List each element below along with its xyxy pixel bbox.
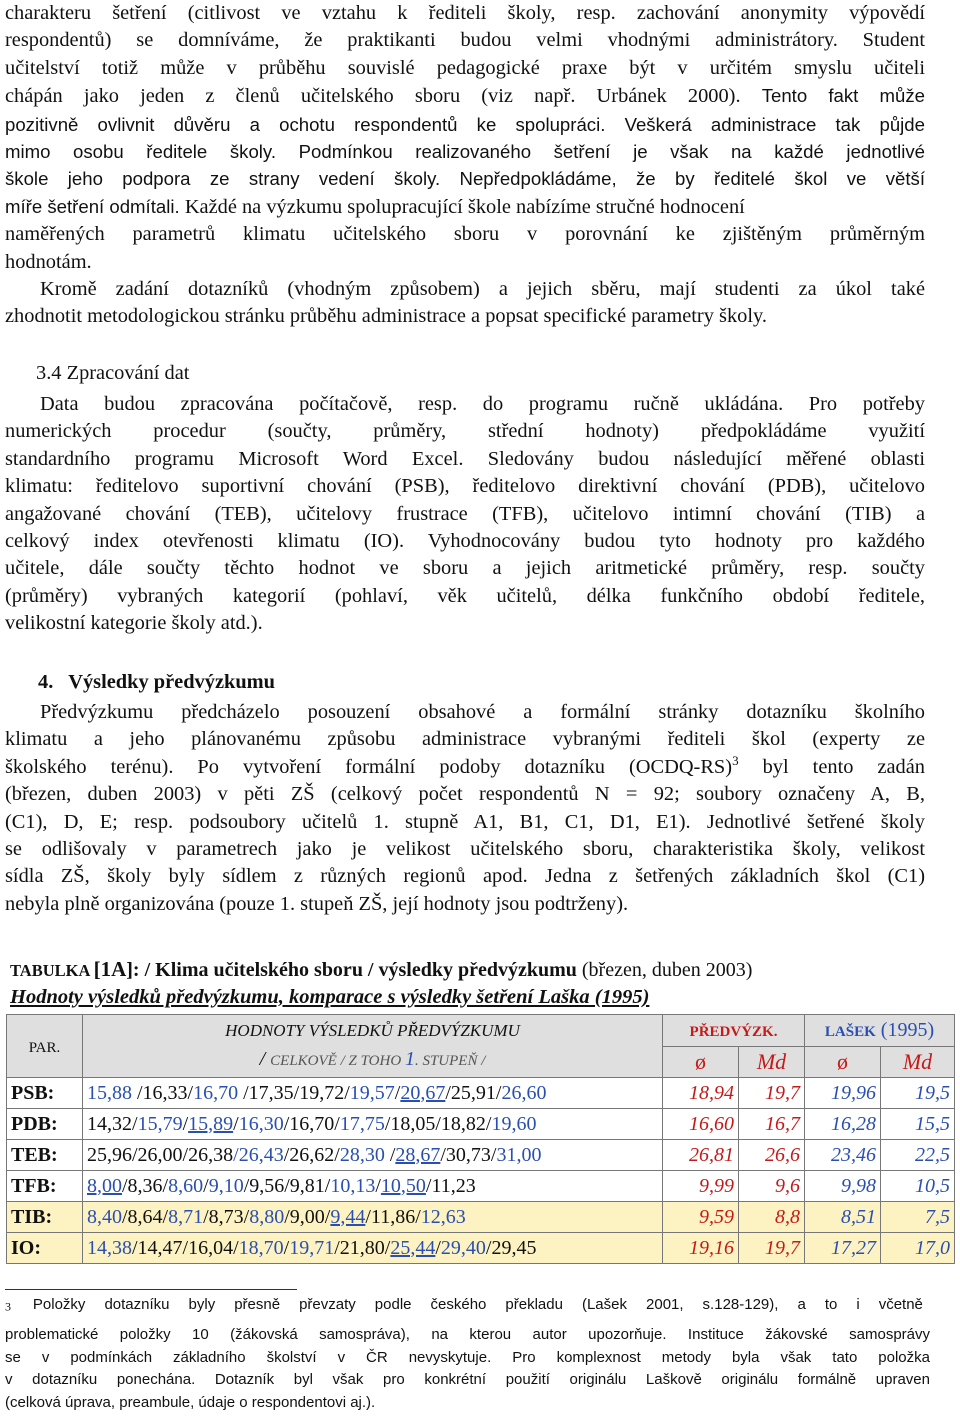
text-line: pozitivně ovlivnit důvěru a ochotu respondentů ke spolupráci. Veškerá administrace tak půjde bbox=[5, 113, 925, 135]
footnote-rule bbox=[5, 1289, 297, 1290]
value-seg: /21,80/ bbox=[334, 1236, 391, 1259]
row-values bbox=[83, 1078, 663, 1109]
heading-text: Výsledky předvýzkumu bbox=[68, 671, 276, 693]
row-values bbox=[83, 1233, 663, 1264]
caption-label: TABULKA bbox=[10, 961, 94, 980]
value-seg: 19,60 bbox=[491, 1112, 537, 1135]
pred-avg: 18,94 bbox=[663, 1078, 739, 1109]
value-seg: 15,79 bbox=[137, 1112, 183, 1135]
value-seg: 12,63 bbox=[420, 1205, 466, 1228]
caption-date: (březen, duben 2003) bbox=[576, 959, 753, 981]
table-subtitle: Hodnoty výsledků předvýzkumu, komparace s výsledky šetření Laška (1995) bbox=[10, 986, 650, 1008]
lasek-md: 15,5 bbox=[881, 1109, 955, 1140]
pred-md: 26,6 bbox=[739, 1140, 805, 1171]
lasek-md: 17,0 bbox=[881, 1233, 955, 1264]
table-body bbox=[7, 1078, 955, 1264]
table-row bbox=[7, 1233, 955, 1264]
header-values-sub: / CELKOVĚ / Z TOHO 1. STUPEŇ / bbox=[259, 1048, 486, 1070]
value-seg: 8,00 bbox=[87, 1174, 122, 1197]
lasek-avg: 23,46 bbox=[805, 1140, 881, 1171]
value-seg: /9,00/ bbox=[284, 1205, 331, 1228]
paragraph-preresearch bbox=[5, 699, 925, 918]
value-seg: 26,38 bbox=[188, 1143, 234, 1166]
value-seg: /16,33/ bbox=[132, 1081, 194, 1104]
pred-md: 9,6 bbox=[739, 1171, 805, 1202]
value-seg: 8,40 bbox=[87, 1205, 122, 1228]
heading-number: 4. bbox=[38, 671, 54, 693]
header-predvyzkum: PŘEDVÝZK. bbox=[663, 1015, 805, 1047]
row-label: TFB: bbox=[7, 1171, 83, 1202]
value-seg: 25,96/26,00/ bbox=[87, 1143, 189, 1166]
footnote-line: v dotazníku ponechána. Dotazník byl však pro konkrétní použití originálu Laškově originálu formálně upraven bbox=[5, 1371, 930, 1389]
footnote-ref[interactable]: 3 bbox=[732, 753, 739, 768]
lasek-md: 10,5 bbox=[881, 1171, 955, 1202]
header-avg: ø bbox=[663, 1046, 739, 1078]
value-seg: 16,70 bbox=[193, 1081, 239, 1104]
value-seg: 8,71 bbox=[168, 1205, 204, 1228]
pred-avg: 26,81 bbox=[663, 1140, 739, 1171]
heading-number: 3.4 bbox=[36, 362, 62, 384]
table-row bbox=[7, 1202, 955, 1233]
text-line bbox=[5, 193, 925, 221]
text-line: sídla ZŠ, školy byly sídlem z různých regionů apod. Jedna z šetřených základních škol (C1) bbox=[5, 865, 925, 888]
row-label: TIB: bbox=[7, 1202, 83, 1233]
header-lasek: LAŠEK (1995) bbox=[805, 1015, 955, 1047]
value-seg: 31,00 bbox=[496, 1143, 542, 1166]
text-seg: chápán jako jeden z členů učitelského sboru (viz např. Urbánek 2000). bbox=[5, 85, 762, 108]
text-line: mimo osobu ředitele školy. Podmínkou realizovaného šetření je však na každé jednotlivé bbox=[5, 141, 925, 163]
value-seg: /8,73/ bbox=[203, 1205, 250, 1228]
text-seg: Každé na výzkumu spolupracující škole nabízíme stručné hodnocení bbox=[184, 195, 745, 218]
value-seg: / bbox=[435, 1236, 441, 1259]
value-seg: /14,47/16,04/ bbox=[132, 1236, 239, 1259]
lasek-avg: 8,51 bbox=[805, 1202, 881, 1233]
row-values bbox=[83, 1140, 663, 1171]
value-seg: 14,32/ bbox=[87, 1112, 138, 1135]
paragraph-data-processing bbox=[5, 391, 925, 638]
text-line bbox=[5, 82, 925, 110]
header-avg: ø bbox=[805, 1046, 881, 1078]
text-line: velikostní kategorie školy atd.). bbox=[5, 612, 263, 635]
value-seg: /26,62/ bbox=[283, 1143, 340, 1166]
text-line: (březen, duben 2003) v pěti ZŠ (celkový počet respondentů N = 92; soubory označeny A, B, bbox=[5, 783, 925, 806]
value-seg: / bbox=[203, 1174, 209, 1197]
row-label: TEB: bbox=[7, 1140, 83, 1171]
value-seg: / bbox=[182, 1112, 189, 1135]
value-seg: / bbox=[394, 1081, 401, 1104]
lasek-avg: 19,96 bbox=[805, 1078, 881, 1109]
text-seg: Tento fakt může bbox=[761, 85, 925, 107]
header-md: Md bbox=[881, 1046, 955, 1078]
row-label: IO: bbox=[7, 1233, 83, 1264]
value-seg: 26,43 bbox=[238, 1143, 284, 1166]
value-seg: /8,64/ bbox=[122, 1205, 169, 1228]
lasek-md: 22,5 bbox=[881, 1140, 955, 1171]
lasek-avg: 17,27 bbox=[805, 1233, 881, 1264]
value-seg: 19,71 bbox=[289, 1236, 335, 1259]
section-heading-4 bbox=[38, 671, 275, 694]
lasek-avg: 9,98 bbox=[805, 1171, 881, 1202]
footnote-number: 3 bbox=[5, 1299, 11, 1314]
value-seg: /16,70/ bbox=[283, 1112, 340, 1135]
pred-md: 8,8 bbox=[739, 1202, 805, 1233]
footnote-line: Položky dotazníku byly přesně převzaty podle českého překladu (Lašek 2001, s.128-129), a to i včetně bbox=[32, 1296, 923, 1313]
text-line: angažované chování (TEB), učitelovy frustrace (TFB), učitelovo intimní chování (TIB) a bbox=[5, 502, 925, 525]
text-line: (průměry) vybraných kategorií (pohlaví, věk učitelů, délka funkčního období ředitele, bbox=[5, 584, 925, 607]
value-seg: 17,75 bbox=[339, 1112, 385, 1135]
row-values bbox=[83, 1171, 663, 1202]
value-seg: 18,70 bbox=[238, 1236, 284, 1259]
table-row bbox=[7, 1078, 955, 1109]
pred-md: 19,7 bbox=[739, 1078, 805, 1109]
value-seg: / bbox=[233, 1112, 239, 1135]
text-line: Kromě zadání dotazníků (vhodným způsobem) a jejich sběru, mají studenti za úkol také bbox=[40, 278, 925, 301]
value-seg: /11,23 bbox=[425, 1174, 476, 1197]
footnote-line: (celková úprava, preambule, údaje o respondentovi aj.). bbox=[5, 1393, 376, 1411]
value-seg: 8,60 bbox=[168, 1174, 204, 1197]
value-seg: / bbox=[375, 1174, 381, 1197]
text-line: klimatu: ředitelovo suportivní chování (PSB), ředitelovo direktivní chování (PDB), učitelovo bbox=[5, 475, 925, 498]
text-line: zhodnotit metodologickou stránku průběhu administrace a popsat specifické parametry školy. bbox=[5, 305, 767, 328]
text-line: škole jeho podpora ze strany vedení školy. Nepředpokládáme, že by ředitelé škol ve větší bbox=[5, 168, 925, 190]
value-seg: 26,60 bbox=[501, 1081, 547, 1104]
value-seg: 19,57 bbox=[349, 1081, 395, 1104]
pred-avg: 16,60 bbox=[663, 1109, 739, 1140]
pred-avg: 19,16 bbox=[663, 1233, 739, 1264]
value-seg: 15,89 bbox=[188, 1112, 234, 1135]
header-values bbox=[83, 1015, 663, 1078]
text-line: (C1), D, E; resp. podsoubory učitelů 1. stupně A1, B1, C1, D1, E1). Jednotlivé šetřené školy bbox=[5, 810, 925, 833]
value-seg: /30,73/ bbox=[440, 1143, 497, 1166]
text-line: charakteru šetření (citlivost ve vztahu k řediteli školy, resp. zachování anonymity výpovědí bbox=[5, 2, 925, 24]
value-seg: /29,45 bbox=[485, 1236, 537, 1259]
header-values-title: HODNOTY VÝSLEDKŮ PŘEDVÝZKUMU bbox=[225, 1021, 520, 1040]
row-label: PDB: bbox=[7, 1109, 83, 1140]
results-table bbox=[6, 1014, 955, 1264]
pred-md: 19,7 bbox=[739, 1233, 805, 1264]
value-seg: 20,67 bbox=[400, 1081, 446, 1104]
row-values bbox=[83, 1202, 663, 1233]
value-seg: 16,30 bbox=[238, 1112, 284, 1135]
text-line: Předvýzkumu předcházelo posouzení obsahové a formální stránky dotazníku školního bbox=[40, 701, 925, 723]
table-row bbox=[7, 1140, 955, 1171]
table-header-row bbox=[7, 1015, 955, 1047]
value-seg: /25,91/ bbox=[445, 1081, 502, 1104]
text-line: hodnotám. bbox=[5, 250, 92, 273]
lasek-md: 19,5 bbox=[881, 1078, 955, 1109]
value-seg: /8,36/ bbox=[122, 1174, 169, 1197]
text-line: numerických procedur (součty, průměry, střední hodnoty) předpokládáme využití bbox=[5, 420, 925, 443]
row-label: PSB: bbox=[7, 1078, 83, 1109]
value-seg: 28,30 bbox=[339, 1143, 385, 1166]
text-seg: školského terénu). Po vytvoření formální podoby dotazníku (OCDQ-RS) bbox=[5, 755, 733, 778]
value-seg: 25,44 bbox=[390, 1236, 436, 1259]
value-seg: / bbox=[233, 1143, 239, 1166]
text-line bbox=[5, 754, 925, 781]
value-seg: /9,56/9,81/ bbox=[243, 1174, 331, 1197]
value-seg: /17,35/19,72/ bbox=[238, 1081, 350, 1104]
text-line: standardního programu Microsoft Word Excel. Sledovány budou následující měřené oblasti bbox=[5, 447, 925, 470]
text-line: respondentů) se domníváme, že praktikanti budou velmi vhodnými administrátory. Student bbox=[5, 29, 925, 52]
lasek-md: 7,5 bbox=[881, 1202, 955, 1233]
text-seg: byl tento zadán bbox=[738, 755, 925, 778]
value-seg: 29,40 bbox=[440, 1236, 486, 1259]
text-line: celkový index otevřenosti klimatu (IO). Vyhodnocovány budou tyto hodnoty pro každého bbox=[5, 530, 925, 553]
caption-title: ]: / Klima učitelského sboru / výsledky předvýzkumu bbox=[126, 959, 577, 981]
paragraph-administration bbox=[5, 0, 925, 331]
text-line: Data budou zpracována počítačově, resp. do programu ručně ukládána. Pro potřeby bbox=[40, 393, 925, 415]
pred-md: 16,7 bbox=[739, 1109, 805, 1140]
table-caption bbox=[10, 957, 752, 982]
value-seg: 28,67 bbox=[395, 1143, 441, 1166]
pred-avg: 9,99 bbox=[663, 1171, 739, 1202]
value-seg: 10,50 bbox=[380, 1174, 426, 1197]
text-line: klimatu a jeho plánovanému způsobu administrace vybranými řediteli škol (experty ze bbox=[5, 728, 925, 751]
header-par: PAR. bbox=[7, 1015, 83, 1078]
header-md: Md bbox=[739, 1046, 805, 1078]
footnote-line: se v podmínkách základního školství v ČR nevyskytuje. Pro komplexnost metody byla však tato položka bbox=[5, 1348, 930, 1366]
value-seg: 15,88 bbox=[87, 1081, 132, 1104]
lasek-avg: 16,28 bbox=[805, 1109, 881, 1140]
text-line: nebyla plně organizována (pouze 1. stupeň ZŠ, její hodnoty jsou podtrženy). bbox=[5, 892, 629, 915]
footnote-line: problematické položky 10 (žákovská samospráva), na kterou autor upozorňuje. Instituce žákovské samosprávy bbox=[5, 1326, 930, 1344]
value-seg: /11,86/ bbox=[365, 1205, 421, 1228]
value-seg: /18,05/18,82/ bbox=[384, 1112, 492, 1135]
value-seg: / bbox=[283, 1236, 290, 1259]
caption-id: [1A bbox=[93, 957, 127, 981]
value-seg: 9,44 bbox=[330, 1205, 366, 1228]
footnote bbox=[5, 1294, 930, 1415]
value-seg: 9,10 bbox=[208, 1174, 244, 1197]
value-seg: / bbox=[384, 1143, 396, 1166]
row-values bbox=[83, 1109, 663, 1140]
table-row bbox=[7, 1171, 955, 1202]
text-line: se odlišovaly v parametrech jako je velikost učitelského sboru, charakteristika školy, velikost bbox=[5, 838, 925, 861]
section-heading-3-4 bbox=[36, 362, 189, 385]
text-seg: míře šetření odmítali. bbox=[5, 195, 185, 217]
table-row bbox=[7, 1109, 955, 1140]
text-line: naměřených parametrů klimatu učitelského sboru v porovnání ke zjištěným průměrným bbox=[5, 223, 925, 246]
pred-avg: 9,59 bbox=[663, 1202, 739, 1233]
heading-text: Zpracování dat bbox=[66, 362, 190, 384]
text-line: učitelství totiž může v průběhu souvislé pedagogické praxe být v určitém smyslu učiteli bbox=[5, 56, 925, 79]
text-line: učitele, dále součty těchto hodnot ve sboru a jejich aritmetické průměry, resp. součty bbox=[5, 557, 925, 580]
value-seg: 14,38 bbox=[87, 1236, 132, 1259]
value-seg: 10,13 bbox=[330, 1174, 376, 1197]
value-seg: 8,80 bbox=[249, 1205, 285, 1228]
